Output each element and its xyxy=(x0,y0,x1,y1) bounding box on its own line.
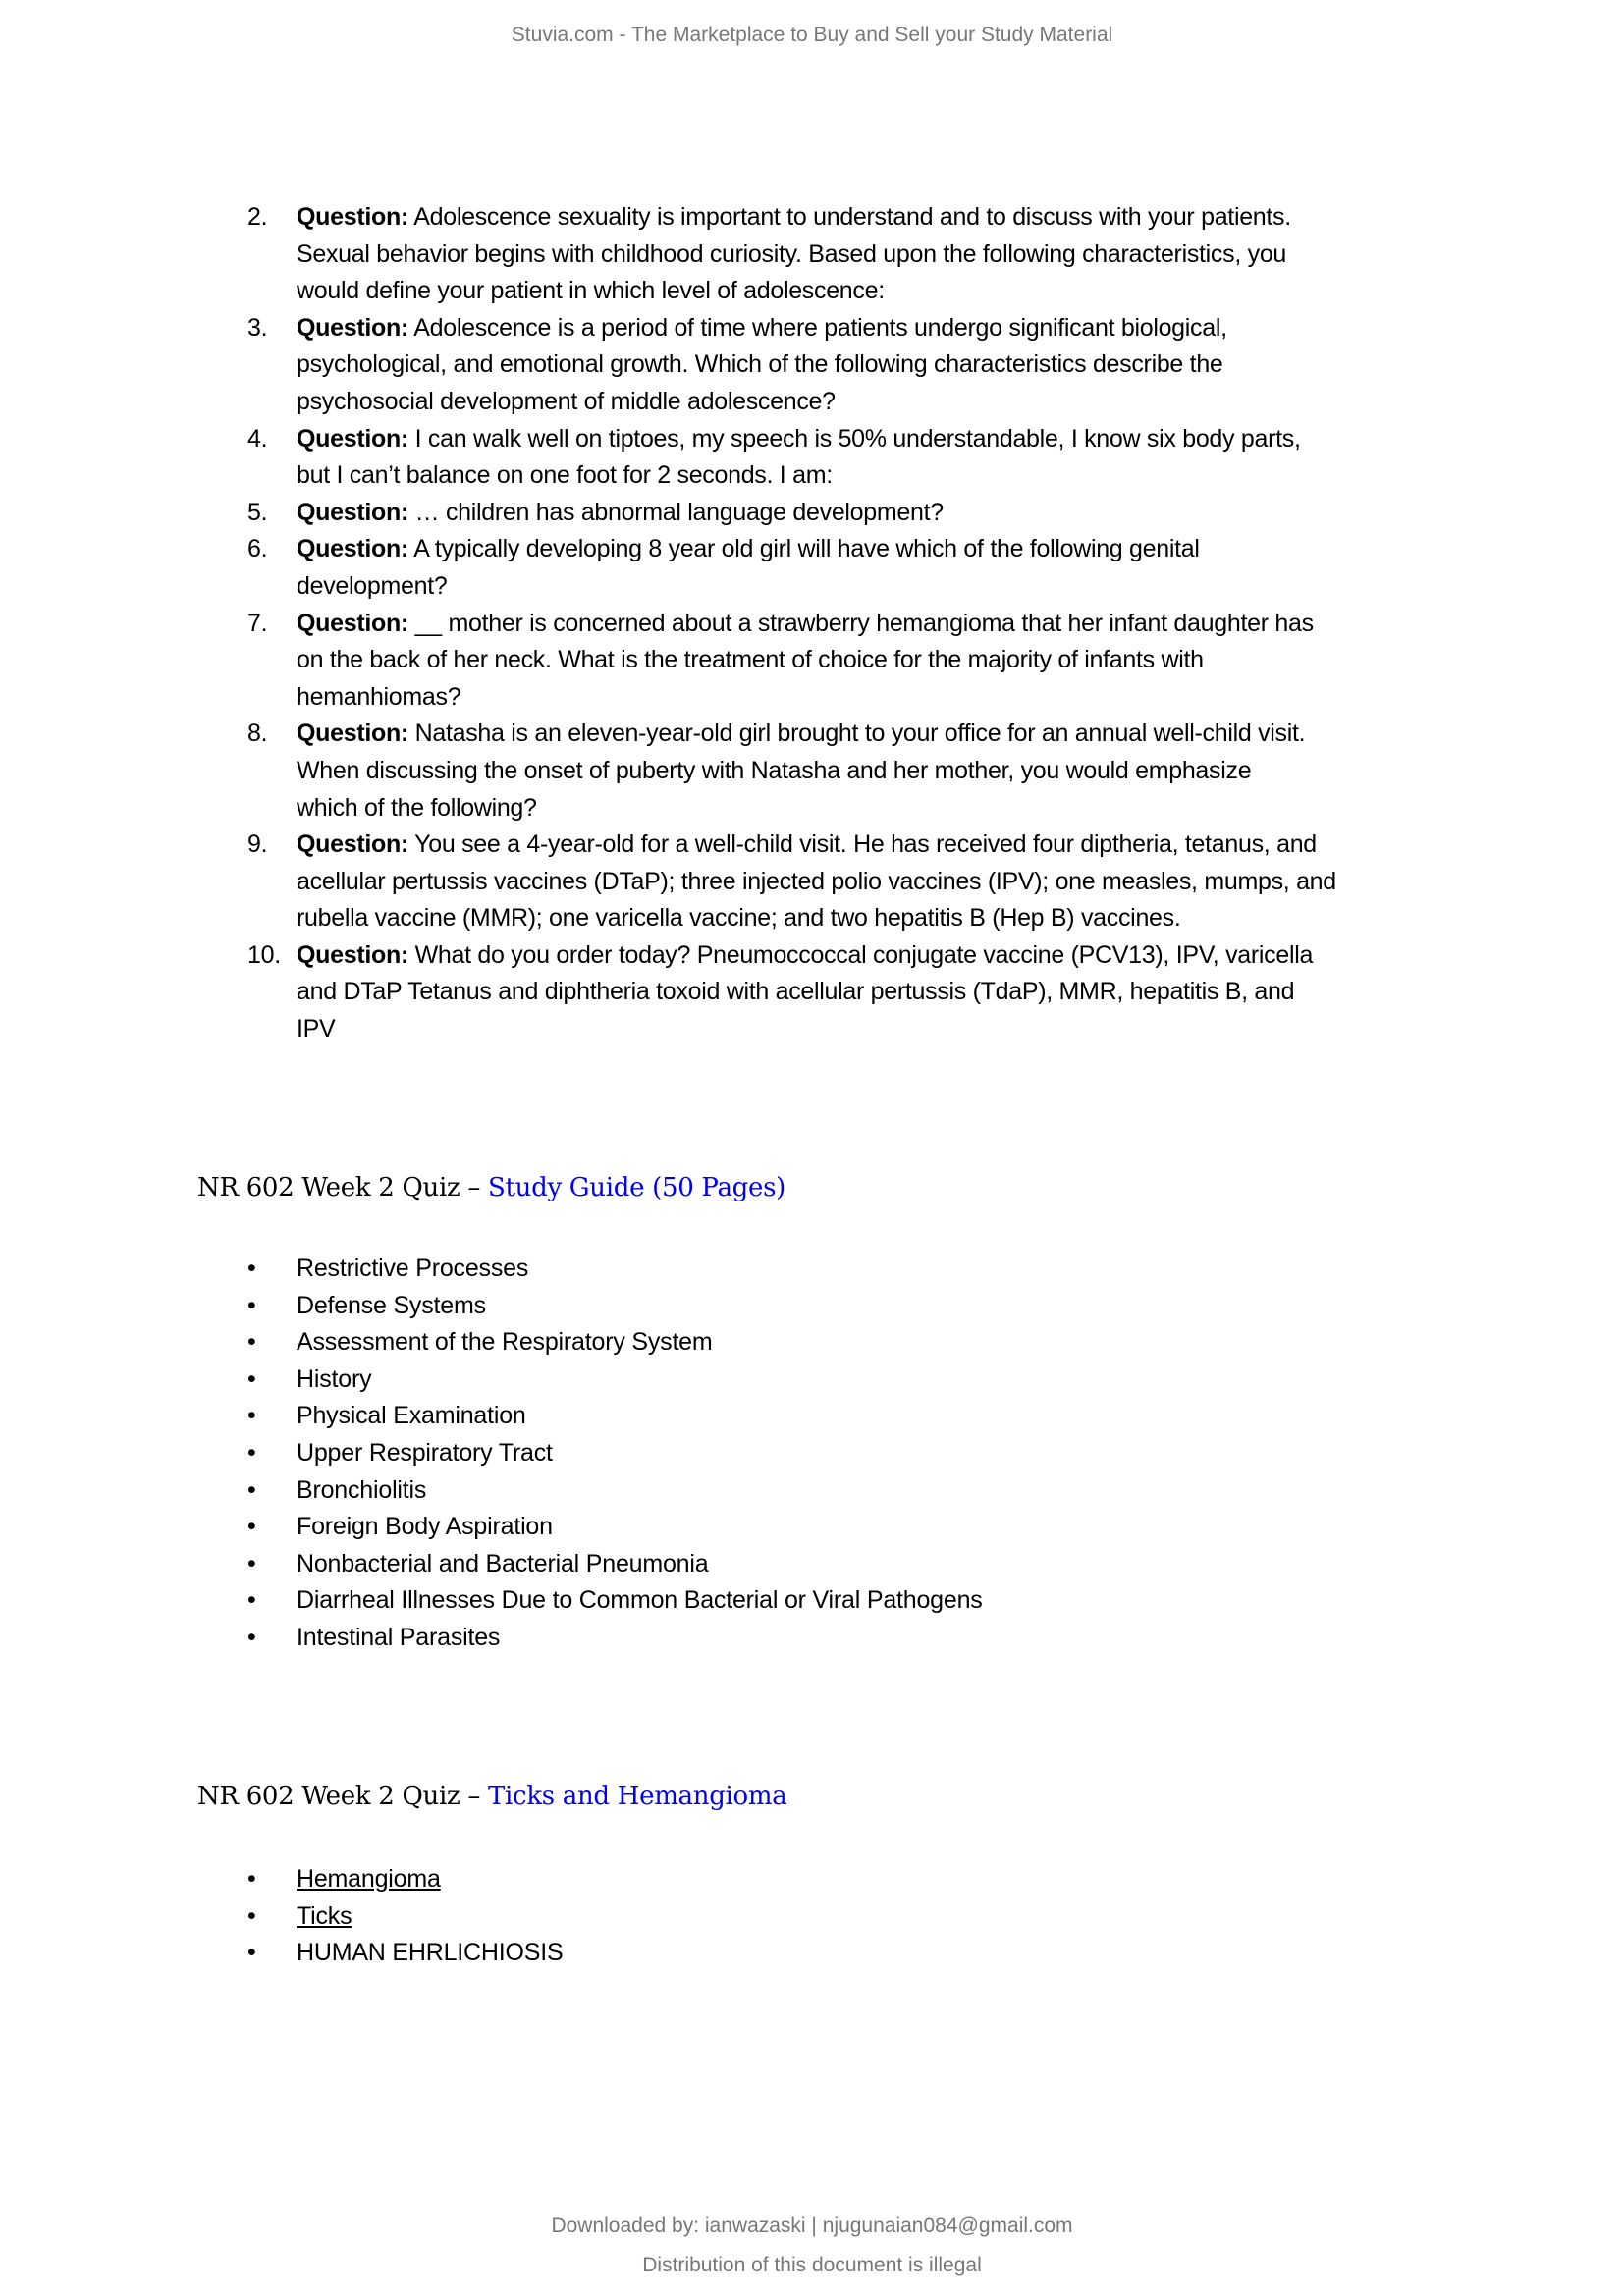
topic-link[interactable]: Ticks xyxy=(297,1901,352,1930)
question-text-line xyxy=(297,531,1524,568)
question-text: I can walk well on tiptoes, my speech is 50% understandable, I know six body parts, xyxy=(414,424,1301,453)
footer-distribution-notice: Distribution of this document is illegal xyxy=(642,2254,982,2276)
topic-text: Restrictive Processes xyxy=(297,1255,529,1282)
question-text-line xyxy=(297,974,1524,1011)
question-item xyxy=(247,827,1524,937)
bullet-icon: • xyxy=(247,1291,256,1319)
ticks-hemangioma-link[interactable]: Ticks and Hemangioma xyxy=(488,1782,787,1811)
topic-list-item xyxy=(247,1546,983,1583)
question-text: You see a 4-year-old for a well-child visit. He has received four diptheria, tetanus, and xyxy=(414,830,1317,859)
section-heading-study-guide xyxy=(197,1173,785,1202)
bullet-icon: • xyxy=(247,1364,256,1393)
question-text-line xyxy=(297,753,1524,790)
question-label: Question: xyxy=(297,313,408,342)
study-guide-link[interactable]: Study Guide (50 Pages) xyxy=(488,1173,785,1202)
question-text-line xyxy=(297,199,1524,237)
bullet-icon: • xyxy=(247,1438,256,1467)
question-item xyxy=(247,199,1524,310)
page-header: Stuvia.com - The Marketplace to Buy and Sell your Study Material xyxy=(511,24,1113,46)
question-text: acellular pertussis vaccines (DTaP); three injected polio vaccines (IPV); one measles, mumps, and xyxy=(297,867,1336,895)
topic-list-item xyxy=(247,1251,983,1288)
bullet-icon: • xyxy=(247,1865,256,1893)
question-text: development? xyxy=(297,571,448,600)
topic-text: Physical Examination xyxy=(297,1402,526,1430)
question-item xyxy=(247,531,1524,605)
topic-list-item xyxy=(247,1288,983,1325)
topic-list-item xyxy=(247,1861,563,1898)
topic-text: Intestinal Parasites xyxy=(297,1623,501,1651)
question-number: 4. xyxy=(247,424,268,453)
question-text-line xyxy=(297,421,1524,458)
question-text-line xyxy=(297,642,1524,679)
question-text: and DTaP Tetanus and diphtheria toxoid with acellular pertussis (TdaP), MMR, hepatitis B, and xyxy=(297,978,1295,1006)
question-text: rubella vaccine (MMR); one varicella vaccine; and two hepatitis B (Hep B) vaccines. xyxy=(297,904,1181,933)
question-text: Adolescence is a period of time where patients undergo significant biological, xyxy=(413,313,1227,342)
topic-link[interactable]: Hemangioma xyxy=(297,1865,441,1893)
bullet-icon: • xyxy=(247,1549,256,1577)
bullet-icon: • xyxy=(247,1475,256,1504)
question-text-line xyxy=(297,679,1524,717)
topic-text: Bronchiolitis xyxy=(297,1475,427,1504)
question-label: Question: xyxy=(297,535,408,563)
topic-text: Foreign Body Aspiration xyxy=(297,1513,553,1541)
question-label: Question: xyxy=(297,424,408,453)
section-prefix: NR 602 Week 2 Quiz – xyxy=(197,1173,488,1202)
topic-list-item xyxy=(247,1324,983,1362)
question-text-line xyxy=(297,237,1524,274)
topic-list-item xyxy=(247,1620,983,1657)
question-text-line xyxy=(297,347,1524,384)
topic-list-item xyxy=(247,1435,983,1472)
question-text: Sexual behavior begins with childhood curiosity. Based upon the following characteristics, you xyxy=(297,240,1287,268)
question-item xyxy=(247,495,1524,532)
ticks-topics xyxy=(247,1861,563,1972)
topic-text: Diarrheal Illnesses Due to Common Bacterial or Viral Pathogens xyxy=(297,1586,983,1615)
question-text-line xyxy=(297,864,1524,901)
question-item xyxy=(247,937,1524,1048)
question-list xyxy=(247,199,1524,1048)
question-text: What do you order today? Pneumoccoccal conjugate vaccine (PCV13), IPV, varicella xyxy=(414,940,1314,969)
question-text-line xyxy=(297,716,1524,753)
topic-list-item xyxy=(247,1398,983,1435)
topic-text: Defense Systems xyxy=(297,1291,486,1319)
question-label: Question: xyxy=(297,830,408,859)
topic-text: Upper Respiratory Tract xyxy=(297,1438,553,1467)
bullet-icon: • xyxy=(247,1623,256,1651)
question-number: 10. xyxy=(247,940,281,969)
question-text-line xyxy=(297,937,1524,975)
question-text: hemanhiomas? xyxy=(297,682,461,711)
bullet-icon: • xyxy=(247,1513,256,1541)
question-item xyxy=(247,716,1524,827)
topic-text: Assessment of the Respiratory System xyxy=(297,1328,713,1357)
question-label: Question: xyxy=(297,940,408,969)
bullet-icon: • xyxy=(247,1586,256,1615)
topic-list-item xyxy=(247,1898,563,1936)
question-text: on the back of her neck. What is the treatment of choice for the majority of infants with xyxy=(297,646,1204,674)
question-label: Question: xyxy=(297,498,408,526)
question-number: 5. xyxy=(247,498,268,526)
question-label: Question: xyxy=(297,609,408,637)
question-number: 9. xyxy=(247,830,268,859)
question-number: 8. xyxy=(247,720,268,748)
section-prefix: NR 602 Week 2 Quiz – xyxy=(197,1782,488,1811)
question-text-line xyxy=(297,273,1524,310)
question-number: 3. xyxy=(247,313,268,342)
question-text-line xyxy=(297,900,1524,937)
question-text-line xyxy=(297,1011,1524,1048)
question-text: psychosocial development of middle adolescence? xyxy=(297,387,836,415)
question-text: would define your patient in which level of adolescence: xyxy=(297,277,885,305)
bullet-icon: • xyxy=(247,1939,256,1967)
question-number: 2. xyxy=(247,203,268,231)
question-text-line xyxy=(297,495,1524,532)
question-text-line xyxy=(297,457,1524,495)
question-text: When discussing the onset of puberty with Natasha and her mother, you would emphasize xyxy=(297,756,1252,784)
question-label: Question: xyxy=(297,203,408,231)
question-text: which of the following? xyxy=(297,793,537,822)
question-text-line xyxy=(297,790,1524,828)
topic-list-item xyxy=(247,1362,983,1399)
question-text-line xyxy=(297,310,1524,347)
question-text-line xyxy=(297,568,1524,606)
study-guide-topics xyxy=(247,1251,983,1657)
bullet-icon: • xyxy=(247,1901,256,1930)
bullet-icon: • xyxy=(247,1328,256,1357)
question-text: … children has abnormal language development? xyxy=(414,498,944,526)
question-number: 7. xyxy=(247,609,268,637)
topic-list-item xyxy=(247,1935,563,1972)
question-text-line xyxy=(297,606,1524,643)
question-text: A typically developing 8 year old girl will have which of the following genital xyxy=(413,535,1200,563)
topic-text: Nonbacterial and Bacterial Pneumonia xyxy=(297,1549,709,1577)
question-text: IPV xyxy=(297,1015,336,1043)
bullet-icon: • xyxy=(247,1255,256,1282)
question-item xyxy=(247,606,1524,717)
question-label: Question: xyxy=(297,720,408,748)
question-text: psychological, and emotional growth. Which of the following characteristics describe the xyxy=(297,350,1223,379)
topic-text: History xyxy=(297,1364,372,1393)
footer-downloaded-by: Downloaded by: ianwazaski | njugunaian084@gmail.com xyxy=(551,2215,1073,2237)
section-heading-ticks xyxy=(197,1782,786,1811)
topic-list-item xyxy=(247,1472,983,1510)
question-text: Natasha is an eleven-year-old girl brought to your office for an annual well-child visit. xyxy=(414,720,1306,748)
question-text-line xyxy=(297,827,1524,864)
question-text: but I can’t balance on one foot for 2 seconds. I am: xyxy=(297,461,833,490)
question-item xyxy=(247,310,1524,421)
topic-list-item xyxy=(247,1509,983,1546)
question-item xyxy=(247,421,1524,495)
question-text-line xyxy=(297,384,1524,421)
topic-text: HUMAN EHRLICHIOSIS xyxy=(297,1939,564,1967)
question-text: __ mother is concerned about a strawberry hemangioma that her infant daughter has xyxy=(414,609,1314,637)
bullet-icon: • xyxy=(247,1402,256,1430)
question-text: Adolescence sexuality is important to understand and to discuss with your patients. xyxy=(413,203,1291,231)
question-number: 6. xyxy=(247,535,268,563)
topic-list-item xyxy=(247,1582,983,1620)
